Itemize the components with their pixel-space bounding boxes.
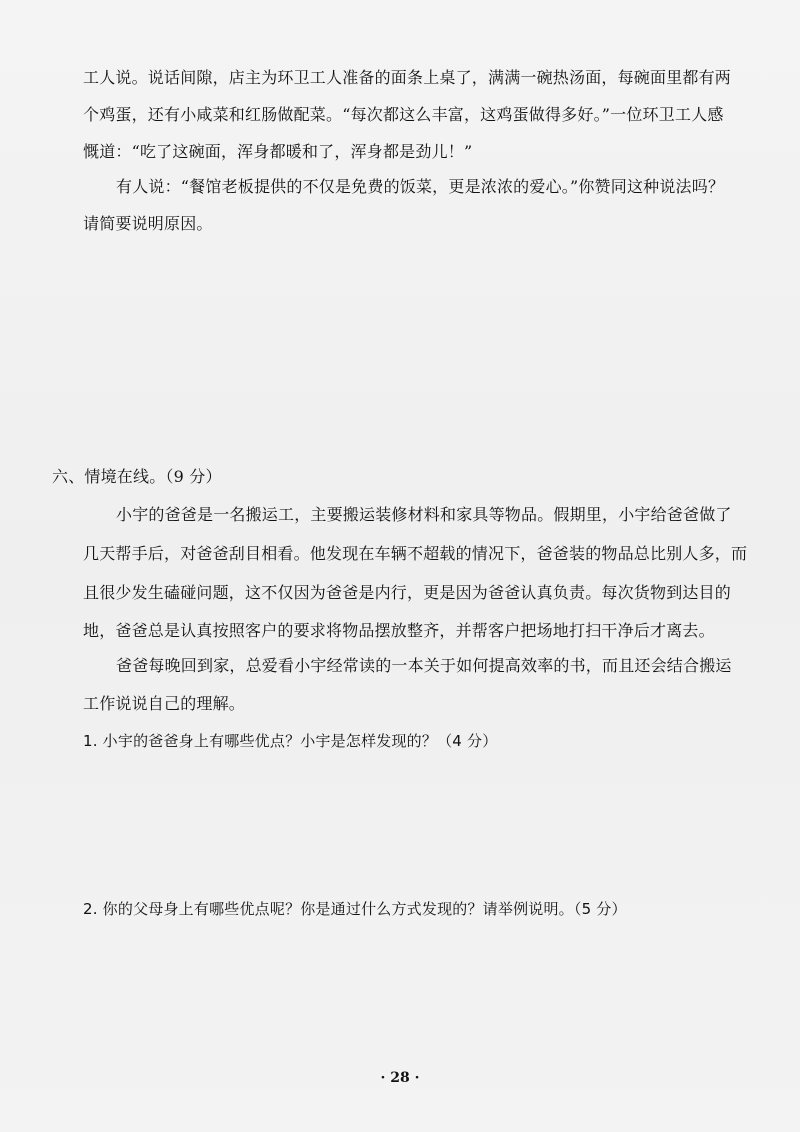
- section-heading: 六、情境在线。（9 分）: [52, 467, 222, 486]
- paragraph-line-3: 慨道：“吃了这碗面，浑身都暖和了，浑身都是劲儿！”: [83, 142, 473, 161]
- passage-line-3: 且很少发生磕碰问题，这不仅因为爸爸是内行，更是因为爸爸认真负责。每次货物到达目的: [83, 583, 732, 602]
- passage-line-2: 几天帮手后，对爸爸刮目相看。他发现在车辆不超载的情况下，爸爸装的物品总比别人多，而: [83, 544, 748, 563]
- paragraph-line-1: 工人说。说话间隙，店主为环卫工人准备的面条上桌了，满满一碗热汤面，每碗面里都有两: [83, 68, 732, 87]
- question-2: 2. 你的父母身上有哪些优点呢？你是通过什么方式发现的？请举例说明。（5 分）: [83, 900, 627, 918]
- question-1: 1. 小宇的爸爸身上有哪些优点？小宇是怎样发现的？（4 分）: [83, 732, 498, 750]
- question-intro-line-2: 请简要说明原因。: [83, 214, 213, 233]
- question-intro-line-1: 有人说：“餐馆老板提供的不仅是免费的饭菜，更是浓浓的爱心。”你赞同这种说法吗？: [116, 177, 725, 196]
- passage-line-1: 小宇的爸爸是一名搬运工，主要搬运装修材料和家具等物品。假期里，小宇给爸爸做了: [116, 505, 732, 524]
- passage-line-4: 地，爸爸总是认真按照客户的要求将物品摆放整齐，并帮客户把场地打扫干净后才离去。: [83, 621, 715, 640]
- paragraph-line-2: 个鸡蛋，还有小咸菜和红肠做配菜。“每次都这么丰富，这鸡蛋做得多好。”一位环卫工人感: [83, 105, 724, 124]
- page-number: · 28 ·: [380, 1070, 420, 1086]
- passage-line-6: 工作说说自己的理解。: [83, 694, 246, 713]
- passage-line-5: 爸爸每晚回到家，总爱看小宇经常读的一本关于如何提高效率的书，而且还会结合搬运: [116, 656, 732, 675]
